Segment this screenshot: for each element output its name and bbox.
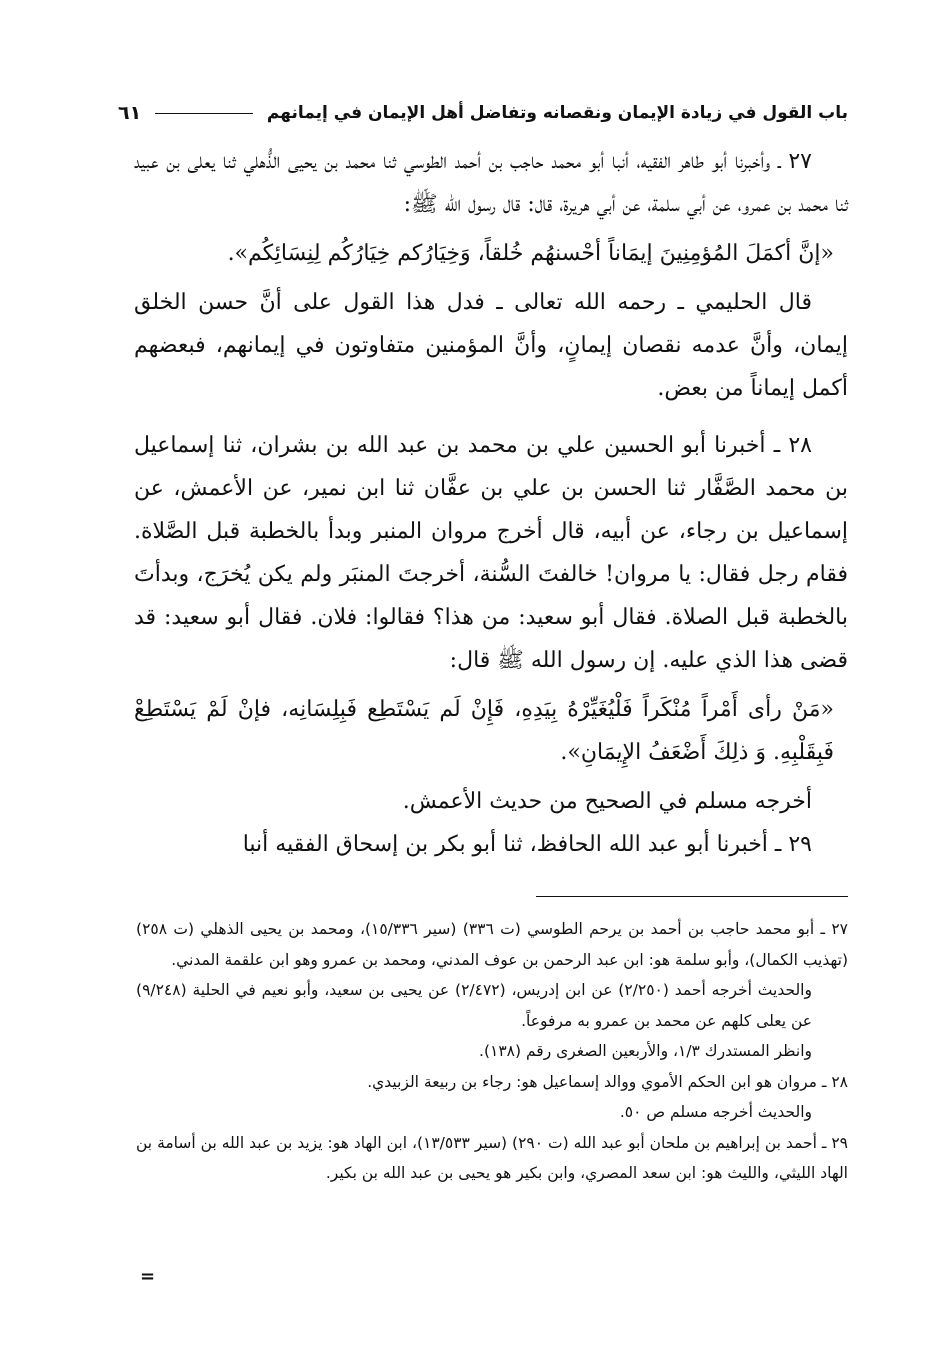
- hadith-28-isnad: ٢٨ ـ أخبرنا أبو الحسين علي بن محمد بن عبد الله بن بشران، ثنا إسماعيل بن محمد الصَّفَّار ثنا الحسن بن علي بن عفَّان ثنا ابن نمير، عن الأعمش، عن إسماعيل بن رجاء، عن أبيه، قال أخرج مروان المنبر وبدأ بالخطبة قبل الصَّلاة. فقام رجل فقال: يا مروان! خالفتَ السُّنة، أخرجتَ المنبَر ولم يكن يُخرَج، وبدأتَ بالخطبة قبل الصلاة. فقال أبو سعيد: من هذا؟ فقالوا: فلان. فقال أبو سعيد: قد قضى هذا الذي عليه. إن رسول الله ﷺ قال:: [134, 433, 848, 673]
- hadith-27-matn: «إنَّ أكمَلَ المُؤمِنِينَ إيمَاناً أحْسنهُم خُلقاً، وَخِيَارُكم خِيَارُكُم لِنِسَائِكُم».: [227, 241, 834, 266]
- page-number: ٦١: [118, 102, 142, 124]
- footnotes: [136, 914, 848, 1189]
- footnote-27-see-also: وانظر المستدرك ١/٣، والأربعين الصغرى رقم (١٣٨).: [479, 1042, 812, 1060]
- hadith-29-isnad: ٢٩ ـ أخبرنا أبو عبد الله الحافظ، ثنا أبو بكر بن إسحاق الفقيه أنبا: [242, 832, 812, 857]
- header-rule: [155, 113, 253, 114]
- main-text: [134, 140, 848, 866]
- footnote-29: ٢٩ ـ أحمد بن إبراهيم بن ملحان أبو عبد الله (ت ٢٩٠) (سير ١٣/٥٣٣)، ابن الهاد هو: يزيد بن عبد الله بن أسامة بن الهاد الليثي، والليث هو: ابن سعد المصري، وابن بكير هو يحيى بن عبد الله بن بكير.: [136, 1133, 848, 1182]
- chapter-title: باب القول في زيادة الإيمان ونقصانه وتفاضل أهل الإيمان في إيمانهم: [266, 103, 848, 123]
- footnote-28-source: والحديث أخرجه مسلم ص ٥٠.: [619, 1103, 812, 1121]
- hadith-27-isnad: ٢٧ ـ وأخبرنا أبو طاهر الفقيه، أنبا أبو محمد حاجب بن أحمد الطوسي ثنا محمد بن يحيى الذُّهلي ثنا يعلى بن عبيد ثنا محمد بن عمرو، عن أبي سلمة، عن أبي هريرة، قال: قال رسول الله ﷺ:: [134, 149, 848, 217]
- footnote-27-sources: والحديث أخرجه أحمد (٢/٢٥٠) عن ابن إدريس، (٢/٤٧٢) عن يحيى بن سعيد، وأبو نعيم في الحلية (٩/٢٤٨) عن يعلى كلهم عن محمد بن عمرو به مرفوعاً.: [136, 981, 812, 1030]
- footnote-separator: [536, 896, 848, 897]
- continuation-mark: =: [140, 1266, 156, 1287]
- footnote-27: ٢٧ ـ أبو محمد حاجب بن أحمد بن يرحم الطوسي (ت ٣٣٦) (سير ١٥/٣٣٦)، ومحمد بن يحيى الذهلي (ت ٢٥٨) (تهذيب الكمال)، وأبو سلمة هو: ابن عبد الرحمن بن عوف المدني، ومحمد بن عمرو وهو ابن علقمة المدني.: [136, 920, 848, 969]
- hadith-28-source: أخرجه مسلم في الصحيح من حديث الأعمش.: [402, 789, 812, 814]
- halimi-commentary: قال الحليمي ـ رحمه الله تعالى ـ فدل هذا القول على أنَّ حسن الخلق إيمان، وأنَّ عدمه نقصان إيمانٍ، وأنَّ المؤمنين متفاوتون في إيمانهم، فبعضهم أكمل إيماناً من بعض.: [134, 290, 848, 401]
- hadith-28-matn: «مَنْ رأى أَمْراً مُنْكَراً فَلْيُغَيِّرْهُ بِيَدِهِ، فَإِنْ لَم يَسْتَطِع فَبِلِسَانِه، فإنْ لَمْ يَسْتَطِعْ فَبِقَلْبِهِ. وَ ذلِكَ أَضْعَفُ الإِيمَانِ».: [134, 697, 834, 765]
- footnote-28: ٢٨ ـ مروان هو ابن الحكم الأموي ووالد إسماعيل هو: رجاء بن ربيعة الزبيدي.: [367, 1072, 848, 1091]
- running-header: [118, 98, 848, 128]
